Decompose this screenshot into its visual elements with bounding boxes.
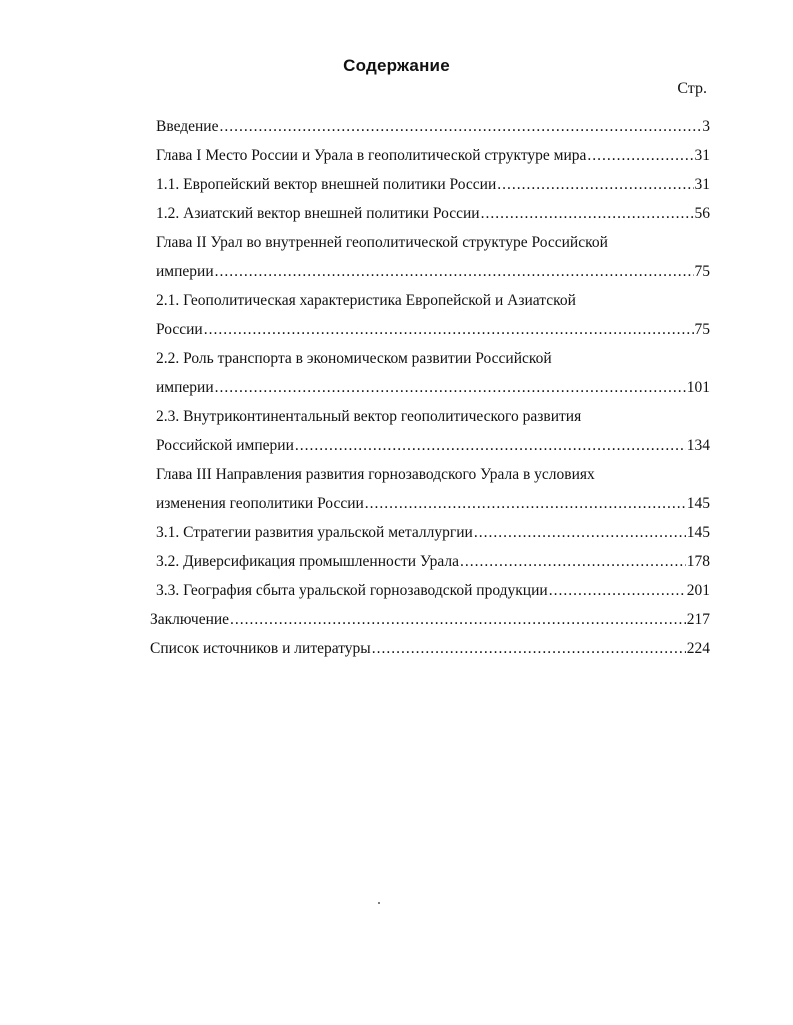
leader-dots xyxy=(215,378,686,398)
toc-entry-text: 2.2. Роль транспорта в экономическом развитии Российской xyxy=(156,350,552,367)
leader-dots xyxy=(481,204,694,224)
toc-page-number: 31 xyxy=(694,176,710,193)
leader-dots xyxy=(474,523,686,543)
leader-dots xyxy=(215,262,694,282)
leader-dots xyxy=(460,552,686,572)
leader-dots xyxy=(295,436,686,456)
leader-dots xyxy=(204,320,694,340)
toc-page-number: 134 xyxy=(686,437,710,454)
scan-speck xyxy=(378,902,380,904)
toc-entry xyxy=(150,282,710,311)
toc-entry-continuation xyxy=(150,427,710,456)
toc-entry-text: Российской империи xyxy=(156,437,294,454)
leader-dots xyxy=(230,610,686,630)
toc-entry xyxy=(150,514,710,543)
toc-page-number: 3 xyxy=(702,118,710,135)
toc-entry-text: 3.3. География сбыта уральской горнозаводской продукции xyxy=(156,582,548,599)
toc-entry-text: Список источников и литературы xyxy=(150,640,371,657)
toc-entry xyxy=(150,195,710,224)
toc-entry-text: Глава I Место России и Урала в геополитической структуре мира xyxy=(156,147,587,164)
toc-entry-text: 2.1. Геополитическая характеристика Европейской и Азиатской xyxy=(156,292,576,309)
toc-entry-text: 2.3. Внутриконтинентальный вектор геополитического развития xyxy=(156,408,582,425)
leader-dots xyxy=(219,117,701,137)
toc-entry xyxy=(150,224,710,253)
page-column-label: Стр. xyxy=(677,80,707,97)
toc-entry-text: империи xyxy=(156,379,214,396)
page-title: Содержание xyxy=(343,56,450,75)
toc-entry-continuation xyxy=(150,485,710,514)
toc-entry-text: 1.1. Европейский вектор внешней политики России xyxy=(156,176,497,193)
table-of-contents xyxy=(150,108,710,659)
toc-page-number: 217 xyxy=(686,611,710,628)
toc-entry-text: России xyxy=(156,321,203,338)
toc-page-number: 101 xyxy=(686,379,710,396)
toc-entry xyxy=(150,601,710,630)
toc-page-number: 178 xyxy=(686,553,710,570)
toc-page-number: 56 xyxy=(694,205,710,222)
toc-entry xyxy=(150,340,710,369)
leader-dots xyxy=(365,494,686,514)
toc-entry-text: 3.1. Стратегии развития уральской металлургии xyxy=(156,524,473,541)
toc-page-number: 145 xyxy=(686,495,710,512)
leader-dots xyxy=(587,146,693,166)
leader-dots xyxy=(497,175,693,195)
toc-entry xyxy=(150,572,710,601)
toc-entry-text: империи xyxy=(156,263,214,280)
toc-entry-continuation xyxy=(150,311,710,340)
toc-page-number: 145 xyxy=(686,524,710,541)
toc-entry xyxy=(150,398,710,427)
toc-entry-text: Введение xyxy=(156,118,219,135)
toc-entry xyxy=(150,543,710,572)
toc-page-number: 75 xyxy=(694,321,710,338)
toc-page-number: 75 xyxy=(694,263,710,280)
toc-entry-text: 3.2. Диверсификация промышленности Урала xyxy=(156,553,459,570)
toc-entry-text: Заключение xyxy=(150,611,230,628)
toc-entry xyxy=(150,630,710,659)
toc-page-number: 201 xyxy=(686,582,710,599)
toc-entry xyxy=(150,166,710,195)
toc-page-number: 31 xyxy=(694,147,710,164)
toc-entry-text: 1.2. Азиатский вектор внешней политики России xyxy=(156,205,480,222)
toc-entry-text: Глава II Урал во внутренней геополитической структуре Российской xyxy=(156,234,608,251)
toc-entry-continuation xyxy=(150,369,710,398)
toc-entry xyxy=(150,456,710,485)
toc-entry-text: изменения геополитики России xyxy=(156,495,364,512)
leader-dots xyxy=(372,639,686,659)
toc-page-number: 224 xyxy=(686,640,710,657)
toc-entry-continuation xyxy=(150,253,710,282)
leader-dots xyxy=(549,581,686,601)
toc-entry-text: Глава III Направления развития горнозаводского Урала в условиях xyxy=(156,466,595,483)
toc-entry xyxy=(150,108,710,137)
toc-entry xyxy=(150,137,710,166)
